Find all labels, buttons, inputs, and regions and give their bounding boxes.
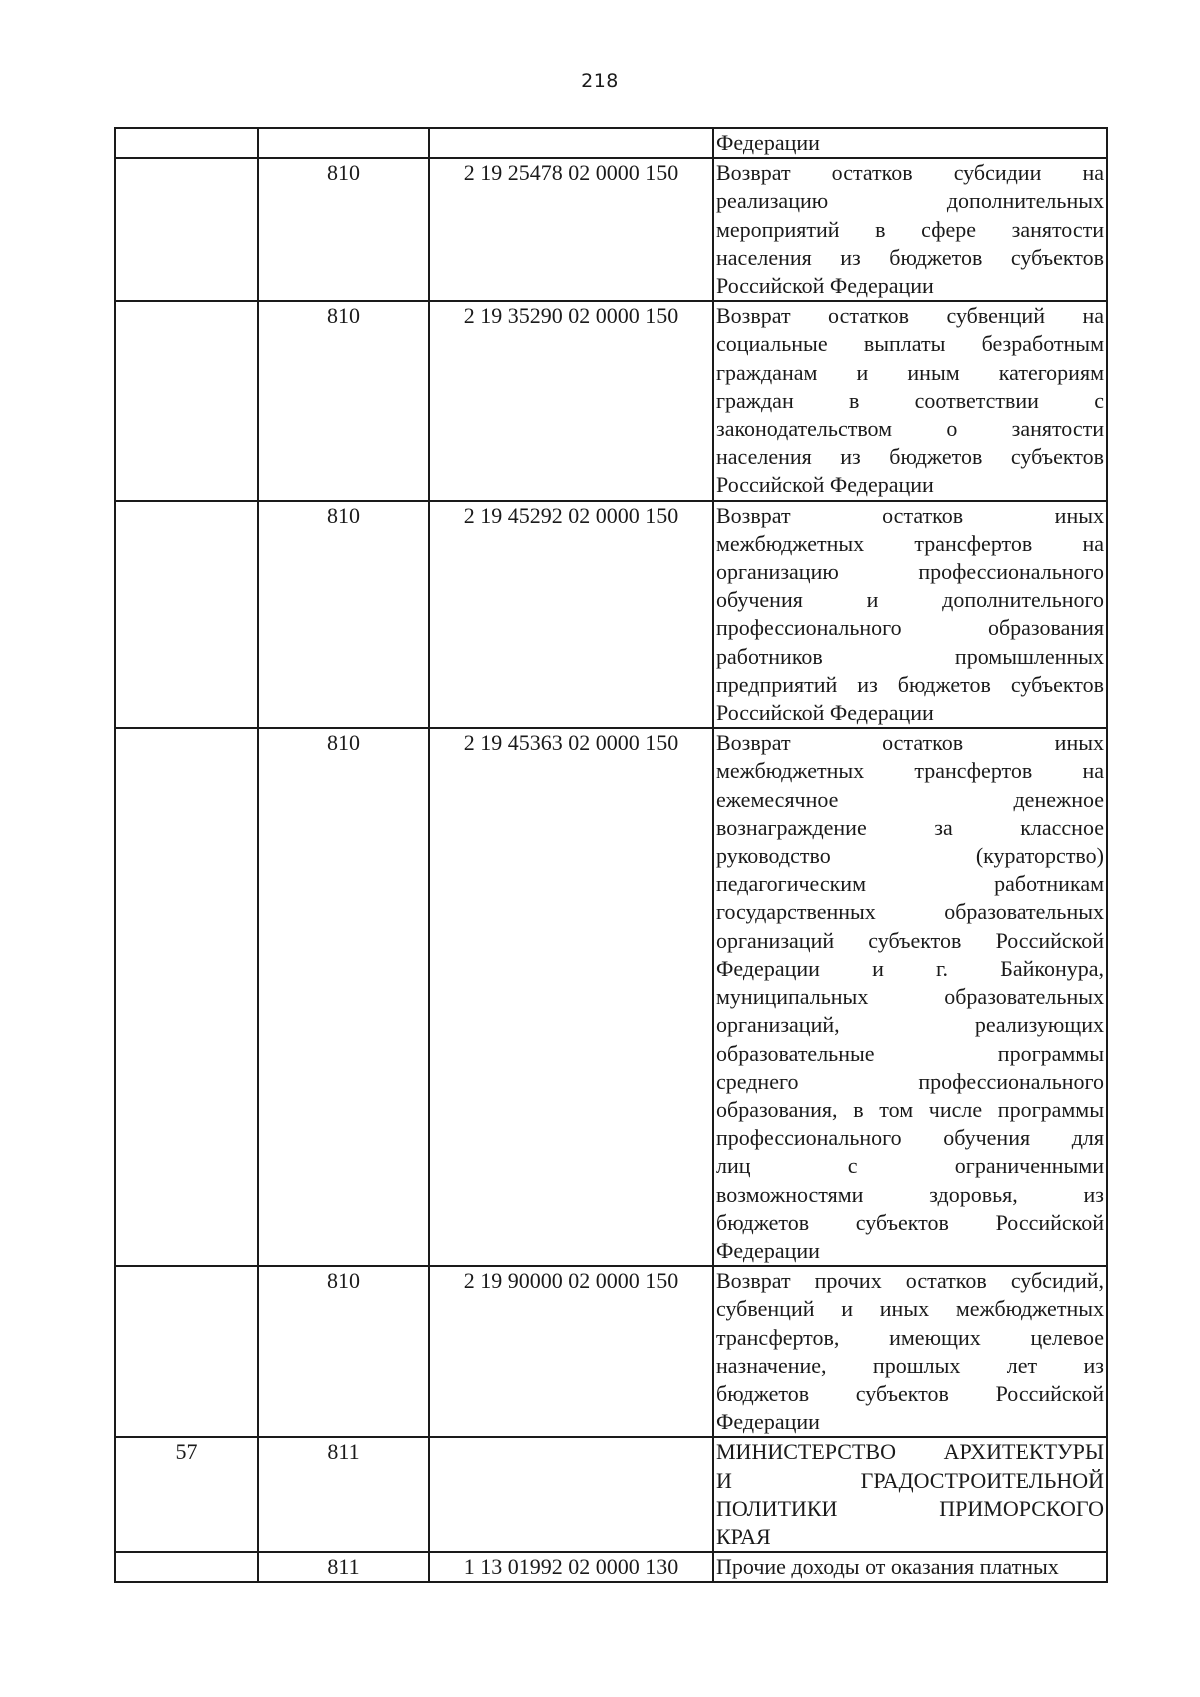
row-number-cell [115, 301, 258, 500]
budget-classification-code-cell: 1 13 01992 02 0000 130 [429, 1552, 713, 1582]
table-row [115, 1437, 1107, 1552]
revenue-name-line: организацию профессионального [716, 559, 1104, 585]
table-row [115, 158, 1107, 301]
admin-code-cell: 811 [258, 1437, 429, 1552]
revenue-name-cell [713, 1552, 1107, 1582]
revenue-name-line: работников промышленных [716, 643, 1104, 669]
row-number-cell [115, 158, 258, 301]
revenue-name-line: социальные выплаты безработным [716, 331, 1104, 357]
row-number-cell [115, 1266, 258, 1437]
revenue-name-line: Возврат остатков субсидии на [716, 160, 1104, 186]
budget-revenue-table [114, 127, 1108, 1583]
table-row [115, 301, 1107, 500]
revenue-name-line: Федерации [716, 1237, 820, 1263]
admin-code-cell: 810 [258, 158, 429, 301]
revenue-name-line: профессионального обучения для [716, 1125, 1104, 1151]
revenue-name-line: руководство (кураторство) [716, 843, 1104, 869]
revenue-name-line: вознаграждение за классное [716, 814, 1104, 840]
page-number: 218 [581, 70, 619, 92]
revenue-name-line: Российской Федерации [716, 273, 934, 299]
admin-code-cell: 811 [258, 1552, 429, 1582]
row-number-cell: 57 [115, 1437, 258, 1552]
revenue-name-line: законодательством о занятости [716, 416, 1104, 442]
revenue-name-cell [713, 1266, 1107, 1437]
revenue-name-line: Российской Федерации [716, 700, 934, 726]
budget-classification-code-cell: 2 19 90000 02 0000 150 [429, 1266, 713, 1437]
table-row [115, 501, 1107, 729]
revenue-name-line: Федерации [716, 130, 820, 155]
budget-classification-code-cell [429, 128, 713, 158]
revenue-name-line: образовательные программы [716, 1040, 1104, 1066]
revenue-name-line: муниципальных образовательных [716, 984, 1104, 1010]
revenue-name-line: Федерации и г. Байконура, [716, 955, 1104, 981]
revenue-name-line: организаций, реализующих [716, 1012, 1104, 1038]
budget-classification-code-cell: 2 19 45363 02 0000 150 [429, 728, 713, 1266]
revenue-name-cell [713, 128, 1107, 158]
revenue-name-line: Возврат остатков субвенций на [716, 303, 1104, 329]
row-number-cell [115, 1552, 258, 1582]
revenue-name-line: граждан в соответствии с [716, 387, 1104, 413]
admin-code-cell: 810 [258, 301, 429, 500]
revenue-name-line: ПОЛИТИКИ ПРИМОРСКОГО [716, 1495, 1104, 1521]
revenue-name-line: межбюджетных трансфертов на [716, 530, 1104, 556]
table-body [115, 128, 1107, 1582]
budget-classification-code-cell: 2 19 25478 02 0000 150 [429, 158, 713, 301]
revenue-name-line: Возврат остатков иных [716, 730, 1104, 756]
revenue-name-line: возможностями здоровья, из [716, 1181, 1104, 1207]
budget-classification-code-cell [429, 1437, 713, 1552]
admin-code-cell: 810 [258, 501, 429, 729]
revenue-name-line: педагогическим работникам [716, 871, 1104, 897]
revenue-name-line: МИНИСТЕРСТВО АРХИТЕКТУРЫ [716, 1439, 1104, 1465]
row-number-cell [115, 128, 258, 158]
budget-classification-code-cell: 2 19 35290 02 0000 150 [429, 301, 713, 500]
revenue-name-line: образования, в том числе программы [716, 1096, 1104, 1122]
revenue-name-line: населения из бюджетов субъектов [716, 444, 1104, 470]
revenue-name-line: трансфертов, имеющих целевое [716, 1324, 1104, 1350]
table-row [115, 1552, 1107, 1582]
revenue-name-line: бюджетов субъектов Российской [716, 1380, 1104, 1406]
admin-code-cell [258, 128, 429, 158]
revenue-name-line: реализацию дополнительных [716, 188, 1104, 214]
revenue-name-line: населения из бюджетов субъектов [716, 244, 1104, 270]
row-number-cell [115, 728, 258, 1266]
revenue-name-line: Возврат остатков иных [716, 502, 1104, 528]
revenue-name-line: профессионального образования [716, 615, 1104, 641]
admin-code-cell: 810 [258, 1266, 429, 1437]
revenue-name-cell [713, 158, 1107, 301]
revenue-name-cell [713, 728, 1107, 1266]
revenue-name-line: субвенций и иных межбюджетных [716, 1296, 1104, 1322]
revenue-name-line: среднего профессионального [716, 1068, 1104, 1094]
revenue-name-line: ежемесячное денежное [716, 786, 1104, 812]
admin-code-cell: 810 [258, 728, 429, 1266]
revenue-name-line: И ГРАДОСТРОИТЕЛЬНОЙ [716, 1467, 1104, 1493]
revenue-name-line: Федерации [716, 1409, 820, 1435]
table-row [115, 728, 1107, 1266]
revenue-name-line: Прочие доходы от оказания платных [716, 1554, 1059, 1580]
revenue-name-cell [713, 301, 1107, 500]
revenue-name-line: лиц с ограниченными [716, 1153, 1104, 1179]
revenue-name-line: Возврат прочих остатков субсидий, [716, 1268, 1104, 1294]
budget-classification-code-cell: 2 19 45292 02 0000 150 [429, 501, 713, 729]
revenue-name-line: государственных образовательных [716, 899, 1104, 925]
revenue-name-line: предприятий из бюджетов субъектов [716, 671, 1104, 697]
revenue-name-line: КРАЯ [716, 1523, 771, 1549]
revenue-name-cell [713, 501, 1107, 729]
revenue-name-line: межбюджетных трансфертов на [716, 758, 1104, 784]
revenue-name-cell [713, 1437, 1107, 1552]
revenue-name-line: обучения и дополнительного [716, 587, 1104, 613]
row-number-cell [115, 501, 258, 729]
revenue-name-line: Российской Федерации [716, 472, 934, 498]
revenue-name-line: бюджетов субъектов Российской [716, 1209, 1104, 1235]
revenue-name-line: назначение, прошлых лет из [716, 1352, 1104, 1378]
revenue-name-line: гражданам и иным категориям [716, 359, 1104, 385]
table-row [115, 1266, 1107, 1437]
revenue-name-line: мероприятий в сфере занятости [716, 216, 1104, 242]
table-row [115, 128, 1107, 158]
revenue-name-line: организаций субъектов Российской [716, 927, 1104, 953]
